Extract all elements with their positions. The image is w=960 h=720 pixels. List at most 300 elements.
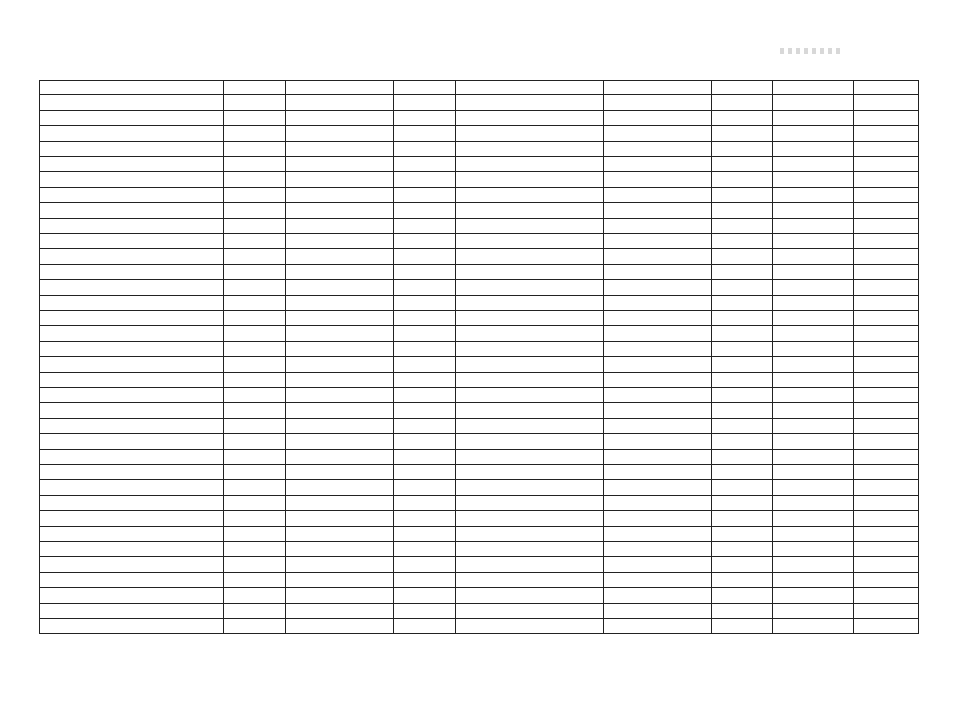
cell-mid2 — [604, 388, 712, 403]
cell-next — [712, 126, 773, 141]
cell-mid1 — [394, 511, 456, 526]
cell-actual — [456, 342, 604, 357]
cell-mid1 — [394, 311, 456, 326]
cell-next — [712, 419, 773, 434]
cell-actual — [456, 280, 604, 295]
cell-gap — [224, 342, 286, 357]
cell-remarks — [773, 403, 854, 418]
cell-budget — [286, 557, 394, 572]
cell-next — [712, 511, 773, 526]
cell-gap — [224, 542, 286, 557]
cell-next — [712, 234, 773, 249]
cell-next — [712, 527, 773, 542]
cell-next — [712, 573, 773, 588]
cell-actual — [456, 203, 604, 218]
cell-mid1 — [394, 588, 456, 603]
cell-remarks — [773, 249, 854, 264]
cell-next — [712, 496, 773, 511]
cell-mid2 — [604, 511, 712, 526]
cell-mid2 — [604, 126, 712, 141]
cell-gap — [224, 527, 286, 542]
cell-mid2 — [604, 403, 712, 418]
cell-mid2 — [604, 434, 712, 449]
table-left-border — [39, 80, 40, 634]
cell-mid2 — [604, 450, 712, 465]
cell-label — [39, 619, 224, 634]
cell-budget — [286, 465, 394, 480]
cell-next — [712, 249, 773, 264]
cell-mid1 — [394, 388, 456, 403]
cell-gap — [224, 619, 286, 634]
cell-next — [712, 326, 773, 341]
cell-label — [39, 249, 224, 264]
cell-remarks — [773, 265, 854, 280]
cell-remarks — [773, 126, 854, 141]
cell-mid1 — [394, 373, 456, 388]
cell-label — [39, 465, 224, 480]
cell-mid2 — [604, 265, 712, 280]
cell-pct — [854, 326, 919, 341]
cell-label — [39, 527, 224, 542]
cell-budget — [286, 403, 394, 418]
cell-gap — [224, 280, 286, 295]
cell-pct — [854, 496, 919, 511]
cell-mid2 — [604, 357, 712, 372]
cell-pct — [854, 557, 919, 572]
cell-gap — [224, 403, 286, 418]
cell-actual — [456, 388, 604, 403]
cell-label — [39, 373, 224, 388]
cell-actual — [456, 111, 604, 126]
cell-pct — [854, 249, 919, 264]
cell-budget — [286, 326, 394, 341]
cell-pct — [854, 465, 919, 480]
cell-pct — [854, 480, 919, 495]
cell-mid2 — [604, 311, 712, 326]
cell-gap — [224, 203, 286, 218]
cell-mid2 — [604, 527, 712, 542]
cell-label — [39, 573, 224, 588]
cell-mid1 — [394, 496, 456, 511]
cell-budget — [286, 450, 394, 465]
cell-next — [712, 142, 773, 157]
cell-next — [712, 80, 773, 95]
cell-next — [712, 480, 773, 495]
cell-label — [39, 126, 224, 141]
cell-remarks — [773, 527, 854, 542]
cell-remarks — [773, 573, 854, 588]
cell-next — [712, 111, 773, 126]
cell-gap — [224, 157, 286, 172]
cell-label — [39, 95, 224, 110]
cell-budget — [286, 234, 394, 249]
cell-actual — [456, 403, 604, 418]
cell-next — [712, 219, 773, 234]
cell-actual — [456, 80, 604, 95]
cell-mid2 — [604, 619, 712, 634]
cell-actual — [456, 311, 604, 326]
cell-budget — [286, 527, 394, 542]
cell-remarks — [773, 465, 854, 480]
cell-gap — [224, 188, 286, 203]
cell-mid2 — [604, 188, 712, 203]
cell-next — [712, 95, 773, 110]
cell-remarks — [773, 219, 854, 234]
cell-label — [39, 588, 224, 603]
cell-actual — [456, 573, 604, 588]
cell-mid1 — [394, 188, 456, 203]
cell-mid1 — [394, 403, 456, 418]
cell-mid2 — [604, 342, 712, 357]
cell-remarks — [773, 203, 854, 218]
cell-actual — [456, 434, 604, 449]
cell-pct — [854, 311, 919, 326]
cell-mid1 — [394, 280, 456, 295]
cell-next — [712, 373, 773, 388]
cell-actual — [456, 296, 604, 311]
cell-mid1 — [394, 557, 456, 572]
cell-gap — [224, 450, 286, 465]
cell-gap — [224, 142, 286, 157]
cell-actual — [456, 557, 604, 572]
cell-next — [712, 296, 773, 311]
cell-budget — [286, 419, 394, 434]
cell-mid2 — [604, 373, 712, 388]
cell-remarks — [773, 557, 854, 572]
cell-mid1 — [394, 357, 456, 372]
cell-remarks — [773, 434, 854, 449]
cell-actual — [456, 542, 604, 557]
cell-remarks — [773, 450, 854, 465]
cell-pct — [854, 388, 919, 403]
cell-actual — [456, 157, 604, 172]
cell-pct — [854, 157, 919, 172]
cell-pct — [854, 357, 919, 372]
cell-pct — [854, 296, 919, 311]
cell-mid1 — [394, 326, 456, 341]
cell-remarks — [773, 388, 854, 403]
cell-mid2 — [604, 557, 712, 572]
cell-label — [39, 280, 224, 295]
cell-mid2 — [604, 296, 712, 311]
cell-actual — [456, 249, 604, 264]
cell-next — [712, 465, 773, 480]
cell-mid1 — [394, 342, 456, 357]
cell-label — [39, 296, 224, 311]
cell-pct — [854, 450, 919, 465]
cell-mid1 — [394, 157, 456, 172]
cell-budget — [286, 142, 394, 157]
cell-remarks — [773, 511, 854, 526]
cell-mid1 — [394, 219, 456, 234]
cell-pct — [854, 203, 919, 218]
cell-label — [39, 557, 224, 572]
cell-remarks — [773, 280, 854, 295]
cell-actual — [456, 480, 604, 495]
budget-table — [39, 80, 919, 636]
cell-actual — [456, 511, 604, 526]
cell-gap — [224, 95, 286, 110]
cell-mid2 — [604, 111, 712, 126]
cell-pct — [854, 342, 919, 357]
cell-label — [39, 311, 224, 326]
cell-gap — [224, 172, 286, 187]
cell-label — [39, 388, 224, 403]
cell-pct — [854, 588, 919, 603]
cell-gap — [224, 126, 286, 141]
cell-mid2 — [604, 588, 712, 603]
cell-remarks — [773, 542, 854, 557]
cell-mid1 — [394, 480, 456, 495]
cell-pct — [854, 126, 919, 141]
cell-budget — [286, 249, 394, 264]
cell-mid1 — [394, 296, 456, 311]
cell-budget — [286, 219, 394, 234]
cell-budget — [286, 296, 394, 311]
cell-mid1 — [394, 111, 456, 126]
cell-budget — [286, 95, 394, 110]
cell-pct — [854, 527, 919, 542]
cell-budget — [286, 604, 394, 619]
cell-actual — [456, 604, 604, 619]
cell-mid2 — [604, 542, 712, 557]
header-budget — [286, 80, 394, 95]
cell-remarks — [773, 95, 854, 110]
cell-gap — [224, 219, 286, 234]
cell-gap — [224, 588, 286, 603]
cell-mid2 — [604, 573, 712, 588]
cell-gap — [224, 604, 286, 619]
cell-label — [39, 203, 224, 218]
cell-actual — [456, 95, 604, 110]
cell-mid2 — [604, 80, 712, 95]
cell-gap — [224, 465, 286, 480]
cell-mid2 — [604, 157, 712, 172]
cell-actual — [456, 234, 604, 249]
cell-pct — [854, 142, 919, 157]
cell-remarks — [773, 172, 854, 187]
cell-gap — [224, 111, 286, 126]
cell-actual — [456, 265, 604, 280]
cell-mid1 — [394, 234, 456, 249]
cell-gap — [224, 419, 286, 434]
cell-mid1 — [394, 434, 456, 449]
cell-remarks — [773, 157, 854, 172]
cell-remarks — [773, 188, 854, 203]
cell-pct — [854, 619, 919, 634]
cell-mid2 — [604, 142, 712, 157]
cell-gap — [224, 249, 286, 264]
cell-gap — [224, 388, 286, 403]
cell-actual — [456, 219, 604, 234]
cell-next — [712, 619, 773, 634]
cell-label — [39, 434, 224, 449]
cell-label — [39, 188, 224, 203]
cell-budget — [286, 157, 394, 172]
cell-gap — [224, 511, 286, 526]
cell-budget — [286, 188, 394, 203]
cell-actual — [456, 357, 604, 372]
table-top-border — [39, 80, 919, 81]
cell-next — [712, 203, 773, 218]
cell-mid2 — [604, 480, 712, 495]
cell-remarks — [773, 604, 854, 619]
cell-remarks — [773, 373, 854, 388]
cell-remarks — [773, 342, 854, 357]
cell-next — [712, 157, 773, 172]
cell-budget — [286, 388, 394, 403]
cell-next — [712, 265, 773, 280]
cell-label — [39, 419, 224, 434]
cell-label — [39, 111, 224, 126]
cell-next — [712, 450, 773, 465]
cell-mid1 — [394, 126, 456, 141]
cell-mid2 — [604, 219, 712, 234]
cell-next — [712, 403, 773, 418]
cell-gap — [224, 296, 286, 311]
cell-pct — [854, 188, 919, 203]
cell-label — [39, 219, 224, 234]
cell-next — [712, 588, 773, 603]
cell-mid2 — [604, 172, 712, 187]
cell-gap — [224, 373, 286, 388]
cell-pct — [854, 511, 919, 526]
cell-remarks — [773, 619, 854, 634]
cell-budget — [286, 203, 394, 218]
cell-mid1 — [394, 95, 456, 110]
cell-next — [712, 542, 773, 557]
cell-budget — [286, 496, 394, 511]
cell-mid1 — [394, 450, 456, 465]
cell-mid1 — [394, 604, 456, 619]
cell-gap — [224, 80, 286, 95]
cell-mid1 — [394, 527, 456, 542]
cell-next — [712, 172, 773, 187]
cell-pct — [854, 604, 919, 619]
cell-label — [39, 234, 224, 249]
cell-pct — [854, 80, 919, 95]
cell-next — [712, 342, 773, 357]
scan-smudge — [780, 48, 840, 54]
cell-mid1 — [394, 203, 456, 218]
cell-remarks — [773, 142, 854, 157]
cell-actual — [456, 188, 604, 203]
cell-remarks — [773, 311, 854, 326]
cell-pct — [854, 403, 919, 418]
cell-pct — [854, 373, 919, 388]
cell-budget — [286, 311, 394, 326]
cell-gap — [224, 311, 286, 326]
cell-pct — [854, 219, 919, 234]
cell-remarks — [773, 234, 854, 249]
cell-label — [39, 326, 224, 341]
cell-label — [39, 142, 224, 157]
cell-budget — [286, 511, 394, 526]
cell-mid2 — [604, 419, 712, 434]
cell-mid2 — [604, 95, 712, 110]
cell-actual — [456, 326, 604, 341]
cell-gap — [224, 234, 286, 249]
cell-mid1 — [394, 142, 456, 157]
cell-pct — [854, 280, 919, 295]
cell-actual — [456, 419, 604, 434]
cell-label — [39, 80, 224, 95]
cell-mid2 — [604, 203, 712, 218]
cell-next — [712, 357, 773, 372]
cell-actual — [456, 373, 604, 388]
cell-actual — [456, 450, 604, 465]
cell-budget — [286, 542, 394, 557]
cell-label — [39, 172, 224, 187]
cell-mid2 — [604, 604, 712, 619]
cell-actual — [456, 126, 604, 141]
cell-actual — [456, 172, 604, 187]
cell-mid1 — [394, 573, 456, 588]
cell-remarks — [773, 496, 854, 511]
cell-mid2 — [604, 326, 712, 341]
cell-pct — [854, 434, 919, 449]
cell-budget — [286, 126, 394, 141]
cell-pct — [854, 542, 919, 557]
cell-gap — [224, 434, 286, 449]
cell-actual — [456, 496, 604, 511]
cell-next — [712, 188, 773, 203]
cell-label — [39, 450, 224, 465]
cell-mid1 — [394, 265, 456, 280]
cell-remarks — [773, 419, 854, 434]
cell-label — [39, 480, 224, 495]
cell-mid2 — [604, 234, 712, 249]
cell-budget — [286, 588, 394, 603]
cell-label — [39, 342, 224, 357]
cell-gap — [224, 265, 286, 280]
cell-pct — [854, 573, 919, 588]
cell-mid1 — [394, 172, 456, 187]
cell-pct — [854, 95, 919, 110]
cell-pct — [854, 111, 919, 126]
cell-pct — [854, 172, 919, 187]
cell-label — [39, 357, 224, 372]
cell-actual — [456, 465, 604, 480]
cell-gap — [224, 480, 286, 495]
cell-mid1 — [394, 619, 456, 634]
cell-gap — [224, 557, 286, 572]
cell-gap — [224, 357, 286, 372]
cell-budget — [286, 373, 394, 388]
cell-budget — [286, 573, 394, 588]
cell-mid2 — [604, 465, 712, 480]
cell-gap — [224, 326, 286, 341]
cell-next — [712, 311, 773, 326]
cell-next — [712, 557, 773, 572]
cell-label — [39, 157, 224, 172]
cell-budget — [286, 357, 394, 372]
cell-remarks — [773, 357, 854, 372]
cell-label — [39, 604, 224, 619]
cell-mid1 — [394, 465, 456, 480]
cell-mid2 — [604, 496, 712, 511]
cell-next — [712, 604, 773, 619]
cell-label — [39, 511, 224, 526]
cell-actual — [456, 142, 604, 157]
cell-budget — [286, 342, 394, 357]
cell-mid1 — [394, 542, 456, 557]
cell-remarks — [773, 296, 854, 311]
cell-budget — [286, 434, 394, 449]
cell-remarks — [773, 588, 854, 603]
cell-label — [39, 496, 224, 511]
cell-mid2 — [604, 280, 712, 295]
